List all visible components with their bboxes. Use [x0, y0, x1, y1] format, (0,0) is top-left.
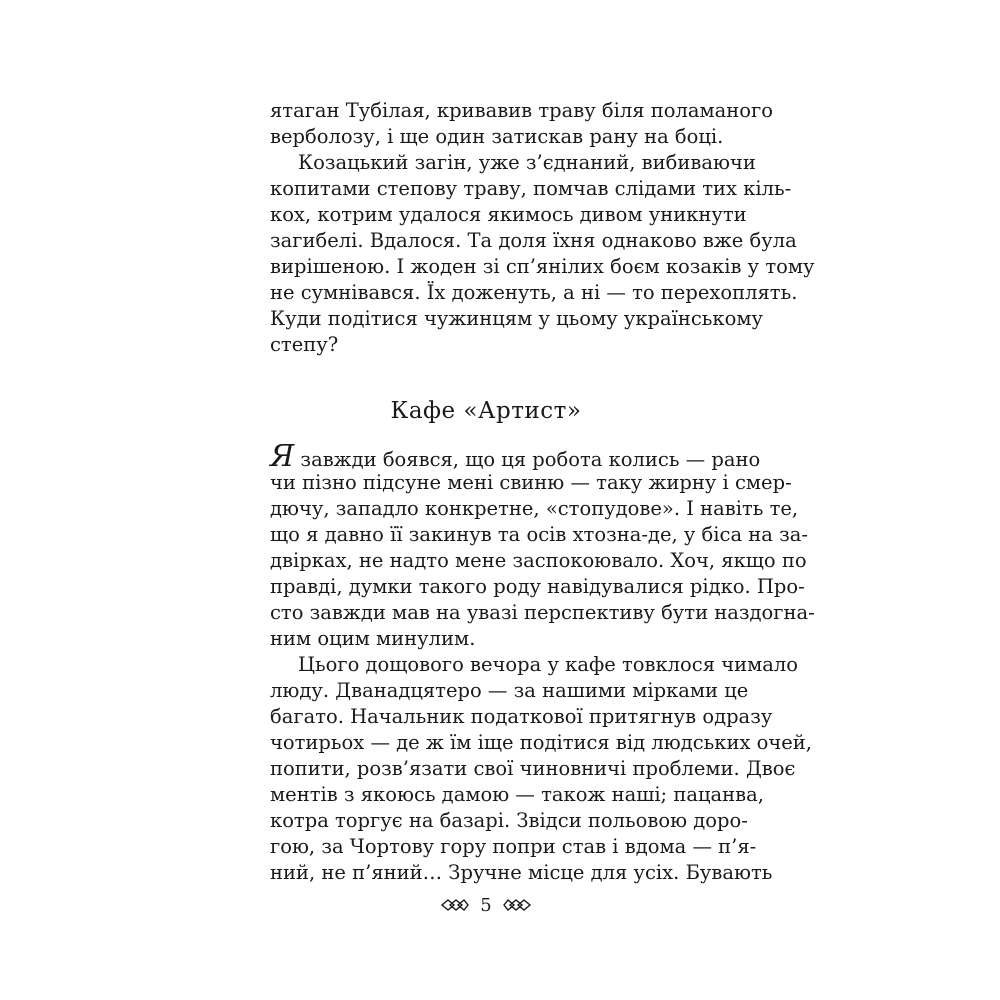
text-line: вирішеною. І жоден зі сп’янілих боєм козаків у тому — [270, 255, 815, 278]
text-line: копитами степову траву, помчав слідами тих кіль- — [270, 177, 792, 200]
text-line: ятаган Тубілая, кривавив траву біля поламаного — [270, 99, 773, 122]
ornament-right-icon — [502, 898, 532, 912]
text-line: чотирьох — де ж їм іще подітися від людських очей, — [270, 731, 813, 754]
text-line: двірках, не надто мене заспокоювало. Хоч, якщо по — [270, 549, 807, 572]
text-line: Козацький загін, уже з’єднаний, вибиваючи — [298, 151, 756, 174]
text-line: люду. Дванадцятеро — за нашими мірками це — [270, 679, 749, 702]
paragraph-block-2 — [270, 439, 815, 886]
drop-cap: Я — [270, 439, 295, 474]
text-line: що я давно її закинув та осів хтозна-де, у біса на за- — [270, 523, 808, 546]
text-line: кох, котрим удалося якимось дивом уникнути — [270, 203, 747, 226]
text-line: дючу, западло конкретне, «стопудове». І навіть те, — [270, 497, 799, 520]
ornament-left-icon — [440, 898, 470, 912]
paragraph-block-1 — [270, 98, 815, 358]
text-line: сто завжди мав на увазі перспективу бути наздогна- — [270, 601, 815, 624]
text-line: ний, не п’яний… Зручне місце для усіх. Бувають — [270, 861, 773, 884]
text-line: чи пізно підсуне мені свиню — таку жирну і смер- — [270, 471, 792, 494]
text-line: правді, думки такого роду навідувалися рідко. Про- — [270, 575, 805, 598]
text-line: Цього дощового вечора у кафе товклося чимало — [298, 653, 799, 676]
page-footer — [270, 893, 702, 917]
text-line: Куди подітися чужинцям у цьому українському — [270, 307, 763, 330]
text-line: ментів з якоюсь дамою — також наші; пацанва, — [270, 783, 764, 806]
text-line: гою, за Чортову гору попри став і вдома — п’я- — [270, 835, 757, 858]
text-line: багато. Начальник податкової притягнув одразу — [270, 705, 773, 728]
first-line-text: завжди боявся, що ця робота колись — рано — [294, 448, 761, 471]
text-line: ним оцим минулим. — [270, 627, 476, 650]
text-line: попити, розв’язати свої чиновничі проблеми. Двоє — [270, 757, 796, 780]
chapter-heading: Кафе «Артист» — [390, 398, 582, 424]
text-line: не сумнівався. Їх доженуть, а ні — то перехоплять. — [270, 281, 798, 304]
text-line: загибелі. Вдалося. Та доля їхня однаково вже була — [270, 229, 797, 252]
page-number: 5 — [480, 894, 492, 916]
text-line: котра торгує на базарі. Звідси польовою доро- — [270, 809, 748, 832]
first-line — [270, 439, 761, 474]
text-line: степу? — [270, 333, 339, 356]
text-line: верболозу, і ще один затискав рану на боці. — [270, 125, 724, 148]
